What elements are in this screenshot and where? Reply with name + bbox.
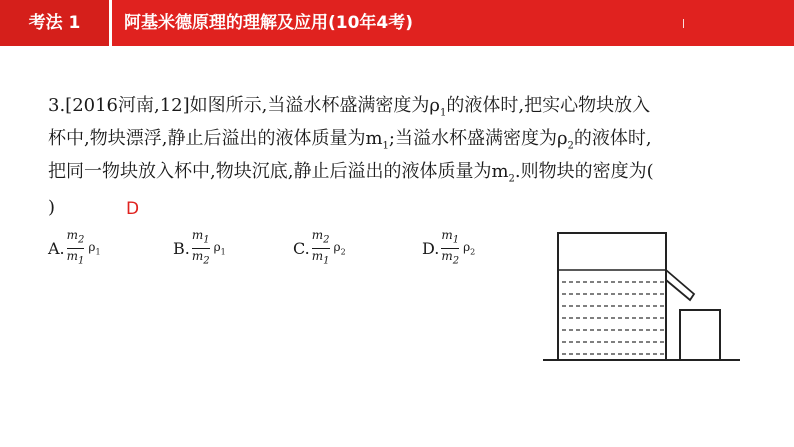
collecting-beaker bbox=[680, 310, 720, 360]
option-fraction: $\frac{m_1}{m_2}$ bbox=[441, 228, 460, 266]
overflow-cup bbox=[558, 233, 666, 360]
liquid-hatching bbox=[562, 282, 664, 354]
section-tag: 考法 1 bbox=[0, 0, 112, 46]
option-fraction: $\frac{m_2}{m_1}$ bbox=[311, 228, 330, 266]
option-fraction: $\frac{m_1}{m_2}$ bbox=[191, 228, 210, 266]
option-c bbox=[293, 228, 346, 268]
answer-mark: D bbox=[126, 199, 140, 219]
option-a bbox=[48, 228, 101, 268]
question-line-3: 把同一物块放入杯中,物块沉底,静止后溢出的液体质量为$m_2$.则物块的密度为( bbox=[48, 161, 654, 185]
overflow-cup-diagram bbox=[540, 224, 750, 369]
option-label: A. bbox=[48, 238, 65, 258]
question-line-2: 杯中,物块漂浮,静止后溢出的液体质量为$m_1$;当溢水杯盛满密度为$\rho_2$的液体时, bbox=[48, 128, 652, 152]
option-b bbox=[173, 228, 226, 268]
question-line-4: ) bbox=[48, 197, 56, 218]
option-label: D. bbox=[422, 238, 440, 258]
option-d bbox=[422, 228, 475, 268]
option-density: $\rho_1$ bbox=[213, 239, 226, 257]
question-line-1: 3.[2016河南,12]如图所示,当溢水杯盛满密度为$\rho_1$的液体时,把实心物块放入 bbox=[48, 95, 651, 119]
header-tick-mark bbox=[683, 19, 684, 28]
option-density: $\rho_2$ bbox=[333, 239, 346, 257]
option-density: $\rho_2$ bbox=[463, 239, 476, 257]
overflow-spout bbox=[666, 270, 694, 300]
section-title: 阿基米德原理的理解及应用(10年4考) bbox=[124, 13, 414, 33]
option-fraction: $\frac{m_2}{m_1}$ bbox=[66, 228, 85, 266]
option-label: C. bbox=[293, 238, 310, 258]
option-label: B. bbox=[173, 238, 190, 258]
option-density: $\rho_1$ bbox=[88, 239, 101, 257]
